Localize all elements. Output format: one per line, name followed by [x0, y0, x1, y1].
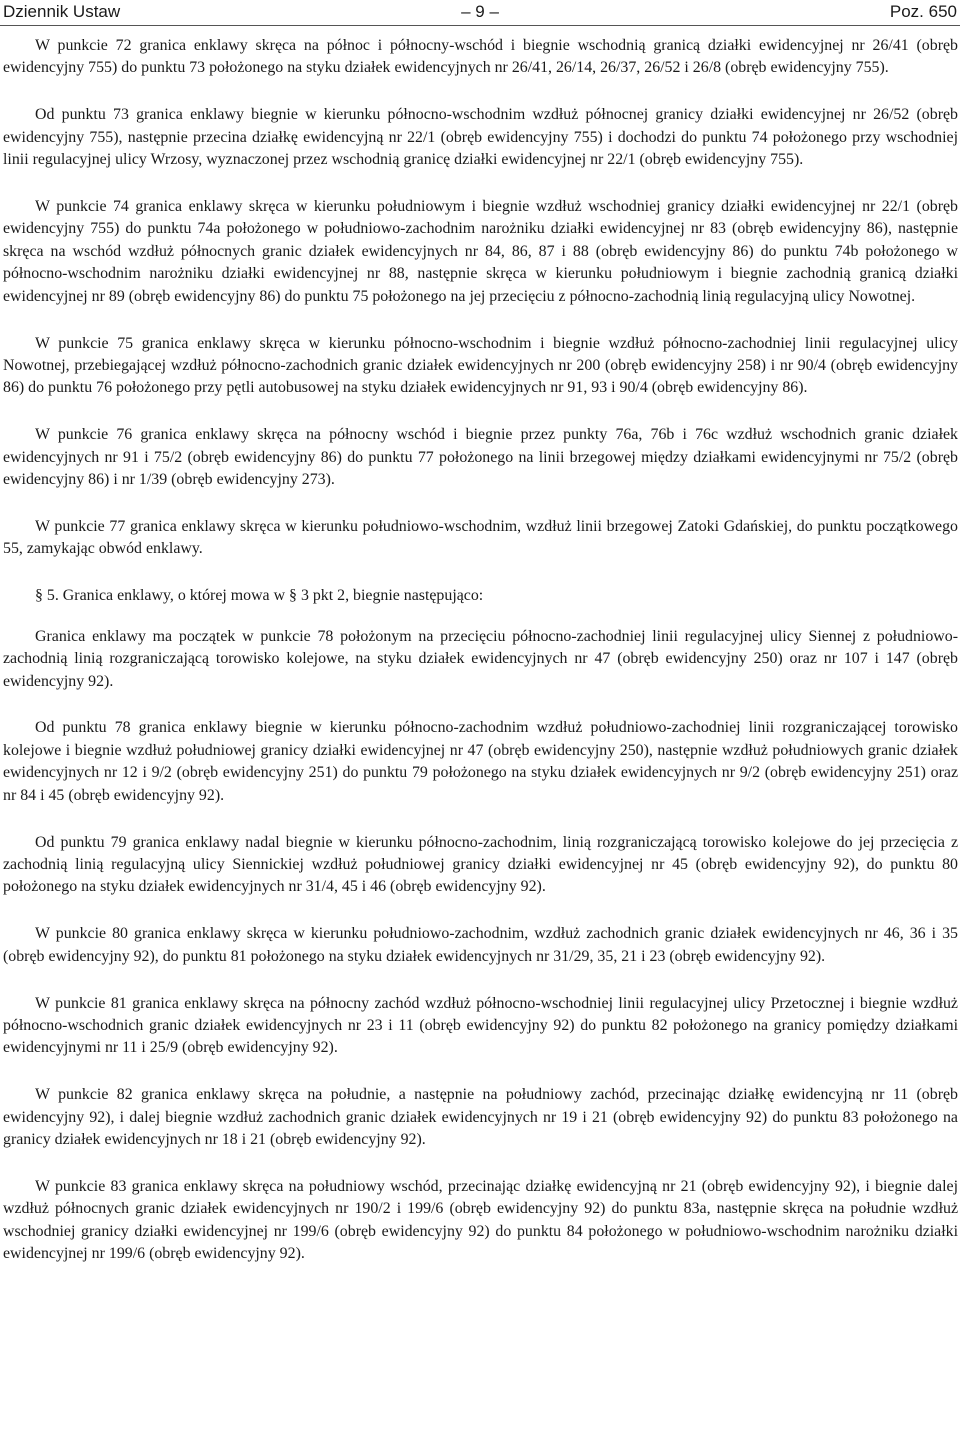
- paragraph-point-75: W punkcie 75 granica enklawy skręca w kierunku północno-wschodnim i biegnie wzdłuż północno-zachodniej linii regulacyjnej ulicy Nowotnej, przebiegającej wzdłuż północno-zachodnich granic działek ewidencyjnych nr 200 (obręb ewidencyjny 258) i nr 90/4 (obręb ewidencyjny 86) do punktu 76 położonego przy pętli autobusowej na styku działek ewidencyjnych nr 91, 93 i 90/4 (obręb ewidencyjny 86).: [3, 334, 958, 397]
- document-body: [3, 35, 958, 1290]
- header-divider: [0, 25, 960, 26]
- paragraph-point-76: W punkcie 76 granica enklawy skręca na północny wschód i biegnie przez punkty 76a, 76b i 76c wzdłuż wschodnich granic działek ewidencyjnych nr 91 i 75/2 (obręb ewidencyjny 86) do punktu 77 położonego na linii brzegowej między działkami ewidencyjnymi nr 75/2 (obręb ewidencyjny 86) i nr 1/39 (obręb ewidencyjny 273).: [3, 426, 958, 489]
- paragraph-point-82: W punkcie 82 granica enklawy skręca na południe, a następnie na południowy zachód, przecinając działkę ewidencyjną nr 11 (obręb ewidencyjny 92), i dalej biegnie wzdłuż zachodnich granic działek ewidencyjnych nr 19 i 21 (obręb ewidencyjny 92) do punktu 83 położonego na granicy działek ewidencyjnych nr 18 i 21 (obręb ewidencyjny 92).: [3, 1086, 958, 1149]
- paragraph-point-79: Od punktu 79 granica enklawy nadal biegnie w kierunku północno-zachodnim, linią rozgraniczającą torowisko kolejowe do jej przecięcia z zachodnią linią regulacyjną ulicy Siennickiej wzdłuż południowej granicy działki ewidencyjnej nr 45 (obręb ewidencyjny 92), do punktu 80 położonego na styku działek ewidencyjnych nr 31/4, 45 i 46 (obręb ewidencyjny 92).: [3, 833, 958, 896]
- journal-title: Dziennik Ustaw: [3, 2, 121, 21]
- paragraph-point-78-start: Granica enklawy ma początek w punkcie 78 położonym na przecięciu północno-zachodniej linii regulacyjnej ulicy Siennej z południowo-zachodnią linią rozgraniczającą torowisko kolejowe, na styku działek ewidencyjnych nr 47 (obręb ewidencyjny 250) oraz nr 107 i 147 (obręb ewidencyjny 92).: [3, 627, 958, 690]
- paragraph-point-74: W punkcie 74 granica enklawy skręca w kierunku południowym i biegnie wzdłuż wschodniej granicy działki ewidencyjnej nr 22/1 (obręb ewidencyjny 755) do punktu 74a położonego w południowo-zachodnim narożniku działki ewidencyjnej nr 83 (obręb ewidencyjny 86), następnie skręca na wschód wzdłuż północnych granic działek ewidencyjnych nr 84, 86, 87 i 88 (obręb ewidencyjny 86) do punktu 74b położonego w północno-wschodnim narożniku działki ewidencyjnej nr 88, następnie skręca w kierunku południowym i biegnie zachodnią granicą działki ewidencyjnej nr 89 (obręb ewidencyjny 86) do punktu 75 położonego na jej przecięciu z północno-zachodnią linią regulacyjną ulicy Nowotnej.: [3, 198, 958, 305]
- page-header: [0, 0, 960, 24]
- page-number: – 9 –: [461, 2, 499, 21]
- paragraph-point-81: W punkcie 81 granica enklawy skręca na północny zachód wzdłuż północno-wschodniej linii regulacyjnej ulicy Przetocznej i biegnie wzdłuż północno-wschodnich granic działek ewidencyjnych nr 23 i 11 (obręb ewidencyjny 92) do punktu 82 położonego na granicy pomiędzy działkami ewidencyjnymi nr 11 i 25/9 (obręb ewidencyjny 92).: [3, 994, 958, 1057]
- paragraph-point-83: W punkcie 83 granica enklawy skręca na południowy wschód, przecinając działkę ewidencyjną nr 21 (obręb ewidencyjny 92), i biegnie dalej wzdłuż północnych granic działek ewidencyjnych nr 190/2 i 199/6 (obręb ewidencyjny 92) do punktu 83a, następnie skręca na południe wzdłuż wschodniej granicy działki ewidencyjnej nr 199/6 (obręb ewidencyjny 92) do punktu 84 położonego w południowo-wschodnim narożniku działki ewidencyjnej nr 199/6 (obręb ewidencyjny 92).: [3, 1178, 958, 1263]
- paragraph-point-72: W punkcie 72 granica enklawy skręca na północ i północny-wschód i biegnie wschodnią granicą działki ewidencyjnej nr 26/41 (obręb ewidencyjny 755) do punktu 73 położonego na styku działek ewidencyjnych nr 26/41, 26/14, 26/37, 26/52 i 26/8 (obręb ewidencyjny 755).: [3, 37, 958, 77]
- paragraph-point-77: W punkcie 77 granica enklawy skręca w kierunku południowo-wschodnim, wzdłuż linii brzegowej Zatoki Gdańskiej, do punktu początkowego 55, zamykając obwód enklawy.: [3, 518, 958, 558]
- section-5-heading: § 5. Granica enklawy, o której mowa w § 3 pkt 2, biegnie następująco:: [35, 587, 484, 605]
- position-number: Poz. 650: [889, 2, 957, 21]
- paragraph-point-80: W punkcie 80 granica enklawy skręca w kierunku południowo-zachodnim, wzdłuż zachodnich granic działek ewidencyjnych nr 46, 36 i 35 (obręb ewidencyjny 92), do punktu 81 położonego na styku działek ewidencyjnych nr 31/29, 35, 21 i 23 (obręb ewidencyjny 92).: [3, 925, 958, 965]
- paragraph-point-73: Od punktu 73 granica enklawy biegnie w kierunku północno-wschodnim wzdłuż północnej granicy działki ewidencyjnej nr 26/52 (obręb ewidencyjny 755), następnie przecina działkę ewidencyjną nr 22/1 (obręb ewidencyjny 755) i dochodzi do punktu 74 położonego przy wschodniej linii regulacyjnej ulicy Wrzosy, wyznaczonej przez wschodnią granicę działki ewidencyjnej nr 22/1 (obręb ewidencyjny 755).: [3, 106, 958, 169]
- paragraph-point-78: Od punktu 78 granica enklawy biegnie w kierunku północno-zachodnim wzdłuż południowo-zachodniej linii rozgraniczającej torowisko kolejowe i biegnie wzdłuż południowej granicy działki ewidencyjnej nr 47 (obręb ewidencyjny 250), następnie wzdłuż południowych granic działek ewidencyjnych nr 12 i 9/2 (obręb ewidencyjny 251) do punktu 79 położonego na styku działek ewidencyjnych nr 9/2 (obręb ewidencyjny 251) oraz nr 84 i 45 (obręb ewidencyjny 92).: [3, 719, 958, 804]
